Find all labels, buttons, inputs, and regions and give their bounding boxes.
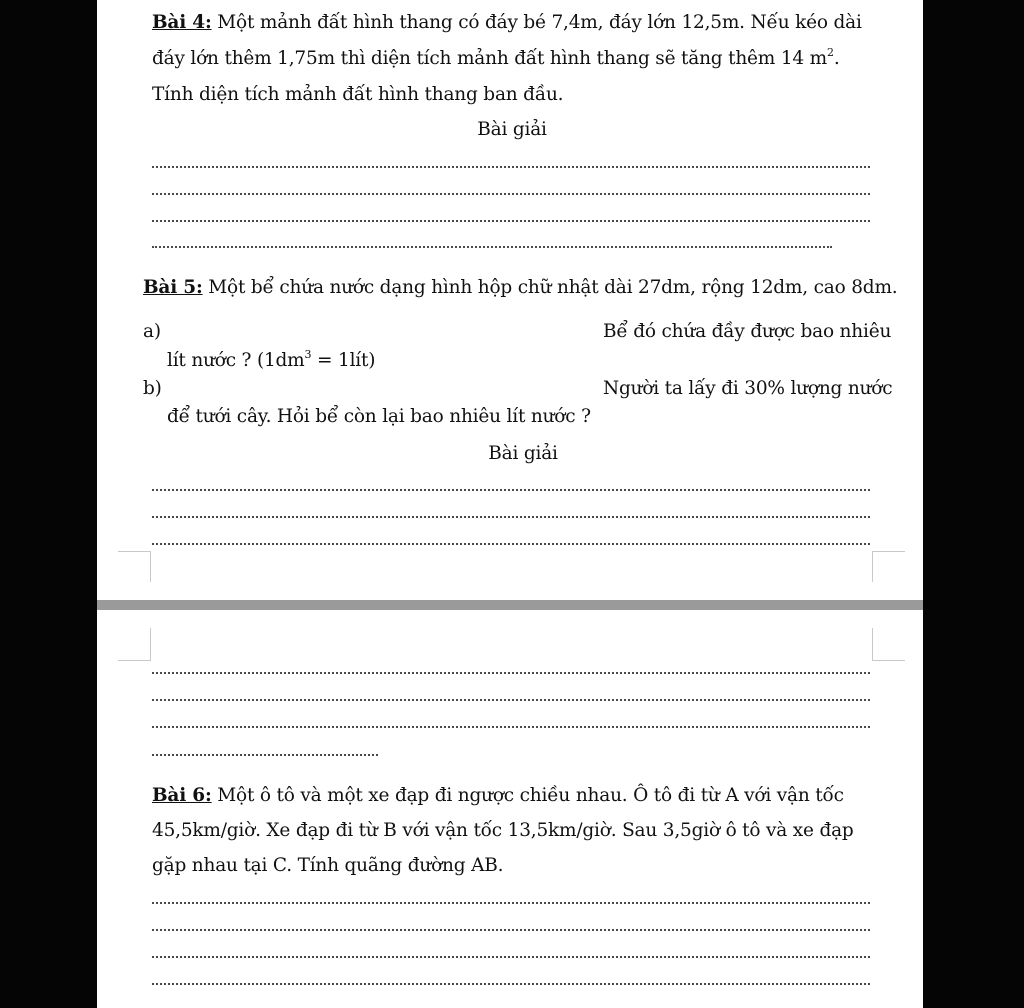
answer-line xyxy=(152,699,870,701)
answer-line xyxy=(152,726,870,728)
bai4-label: Bài 4: xyxy=(152,12,212,33)
bai4-text2-end: . xyxy=(833,48,840,69)
answer-line xyxy=(152,516,870,518)
answer-line xyxy=(152,929,870,931)
page-corner-mark xyxy=(118,628,151,661)
bai5-a-marker: a) xyxy=(143,321,161,342)
answer-line xyxy=(152,902,870,904)
bai6-line2: 45,5km/giờ. Xe đạp đi từ B với vận tốc 13,5km/giờ. Sau 3,5giờ ô tô và xe đạp xyxy=(152,820,854,841)
bai4-text1: Một mảnh đất hình thang có đáy bé 7,4m, đáy lớn 12,5m. Nếu kéo dài xyxy=(211,12,862,33)
bai6-line1 xyxy=(152,785,844,807)
bai5-solution-heading: Bài giải xyxy=(488,443,558,464)
page-separator xyxy=(97,600,923,610)
bai5-b-marker: b) xyxy=(143,378,162,399)
answer-line xyxy=(152,956,870,958)
bai5-a-cont-text: lít nước ? (1dm xyxy=(167,350,305,371)
answer-line xyxy=(152,672,870,674)
bai5-a-cont-end: = 1lít) xyxy=(311,350,376,371)
bai6-label: Bài 6: xyxy=(152,785,212,806)
bai5-a-continuation xyxy=(167,350,375,372)
answer-line xyxy=(152,220,870,222)
bai5-exponent: 3 xyxy=(304,348,312,361)
bai5-line1 xyxy=(143,277,897,299)
bai4-line3: Tính diện tích mảnh đất hình thang ban đầu. xyxy=(152,84,564,105)
answer-line xyxy=(152,246,832,248)
page-corner-mark xyxy=(872,628,905,661)
bai5-label: Bài 5: xyxy=(143,277,203,298)
bai5-b-text: Người ta lấy đi 30% lượng nước xyxy=(603,378,893,399)
page-corner-mark xyxy=(872,551,905,582)
answer-line xyxy=(152,983,870,985)
answer-line xyxy=(152,754,378,756)
bai4-solution-heading: Bài giải xyxy=(477,119,547,140)
answer-line xyxy=(152,489,870,491)
bai4-line2 xyxy=(152,48,840,70)
page-corner-mark xyxy=(118,551,151,582)
bai4-text2: đáy lớn thêm 1,75m thì diện tích mảnh đất hình thang sẽ tăng thêm 14 m xyxy=(152,48,827,69)
bai4-exponent: 2 xyxy=(827,46,834,59)
bai6-text1: Một ô tô và một xe đạp đi ngược chiều nhau. Ô tô đi từ A với vận tốc xyxy=(211,785,844,806)
bai6-line3: gặp nhau tại C. Tính quãng đường AB. xyxy=(152,855,504,876)
bai5-text1: Một bể chứa nước dạng hình hộp chữ nhật dài 27dm, rộng 12dm, cao 8dm. xyxy=(202,277,898,298)
answer-line xyxy=(152,166,870,168)
bai5-b-continuation: để tưới cây. Hỏi bể còn lại bao nhiêu lít nước ? xyxy=(167,406,591,427)
bai4-line1 xyxy=(152,12,862,34)
bai5-a-text: Bể đó chứa đầy được bao nhiêu xyxy=(603,321,892,342)
answer-line xyxy=(152,543,870,545)
document-page-2 xyxy=(97,610,923,1008)
answer-line xyxy=(152,193,870,195)
